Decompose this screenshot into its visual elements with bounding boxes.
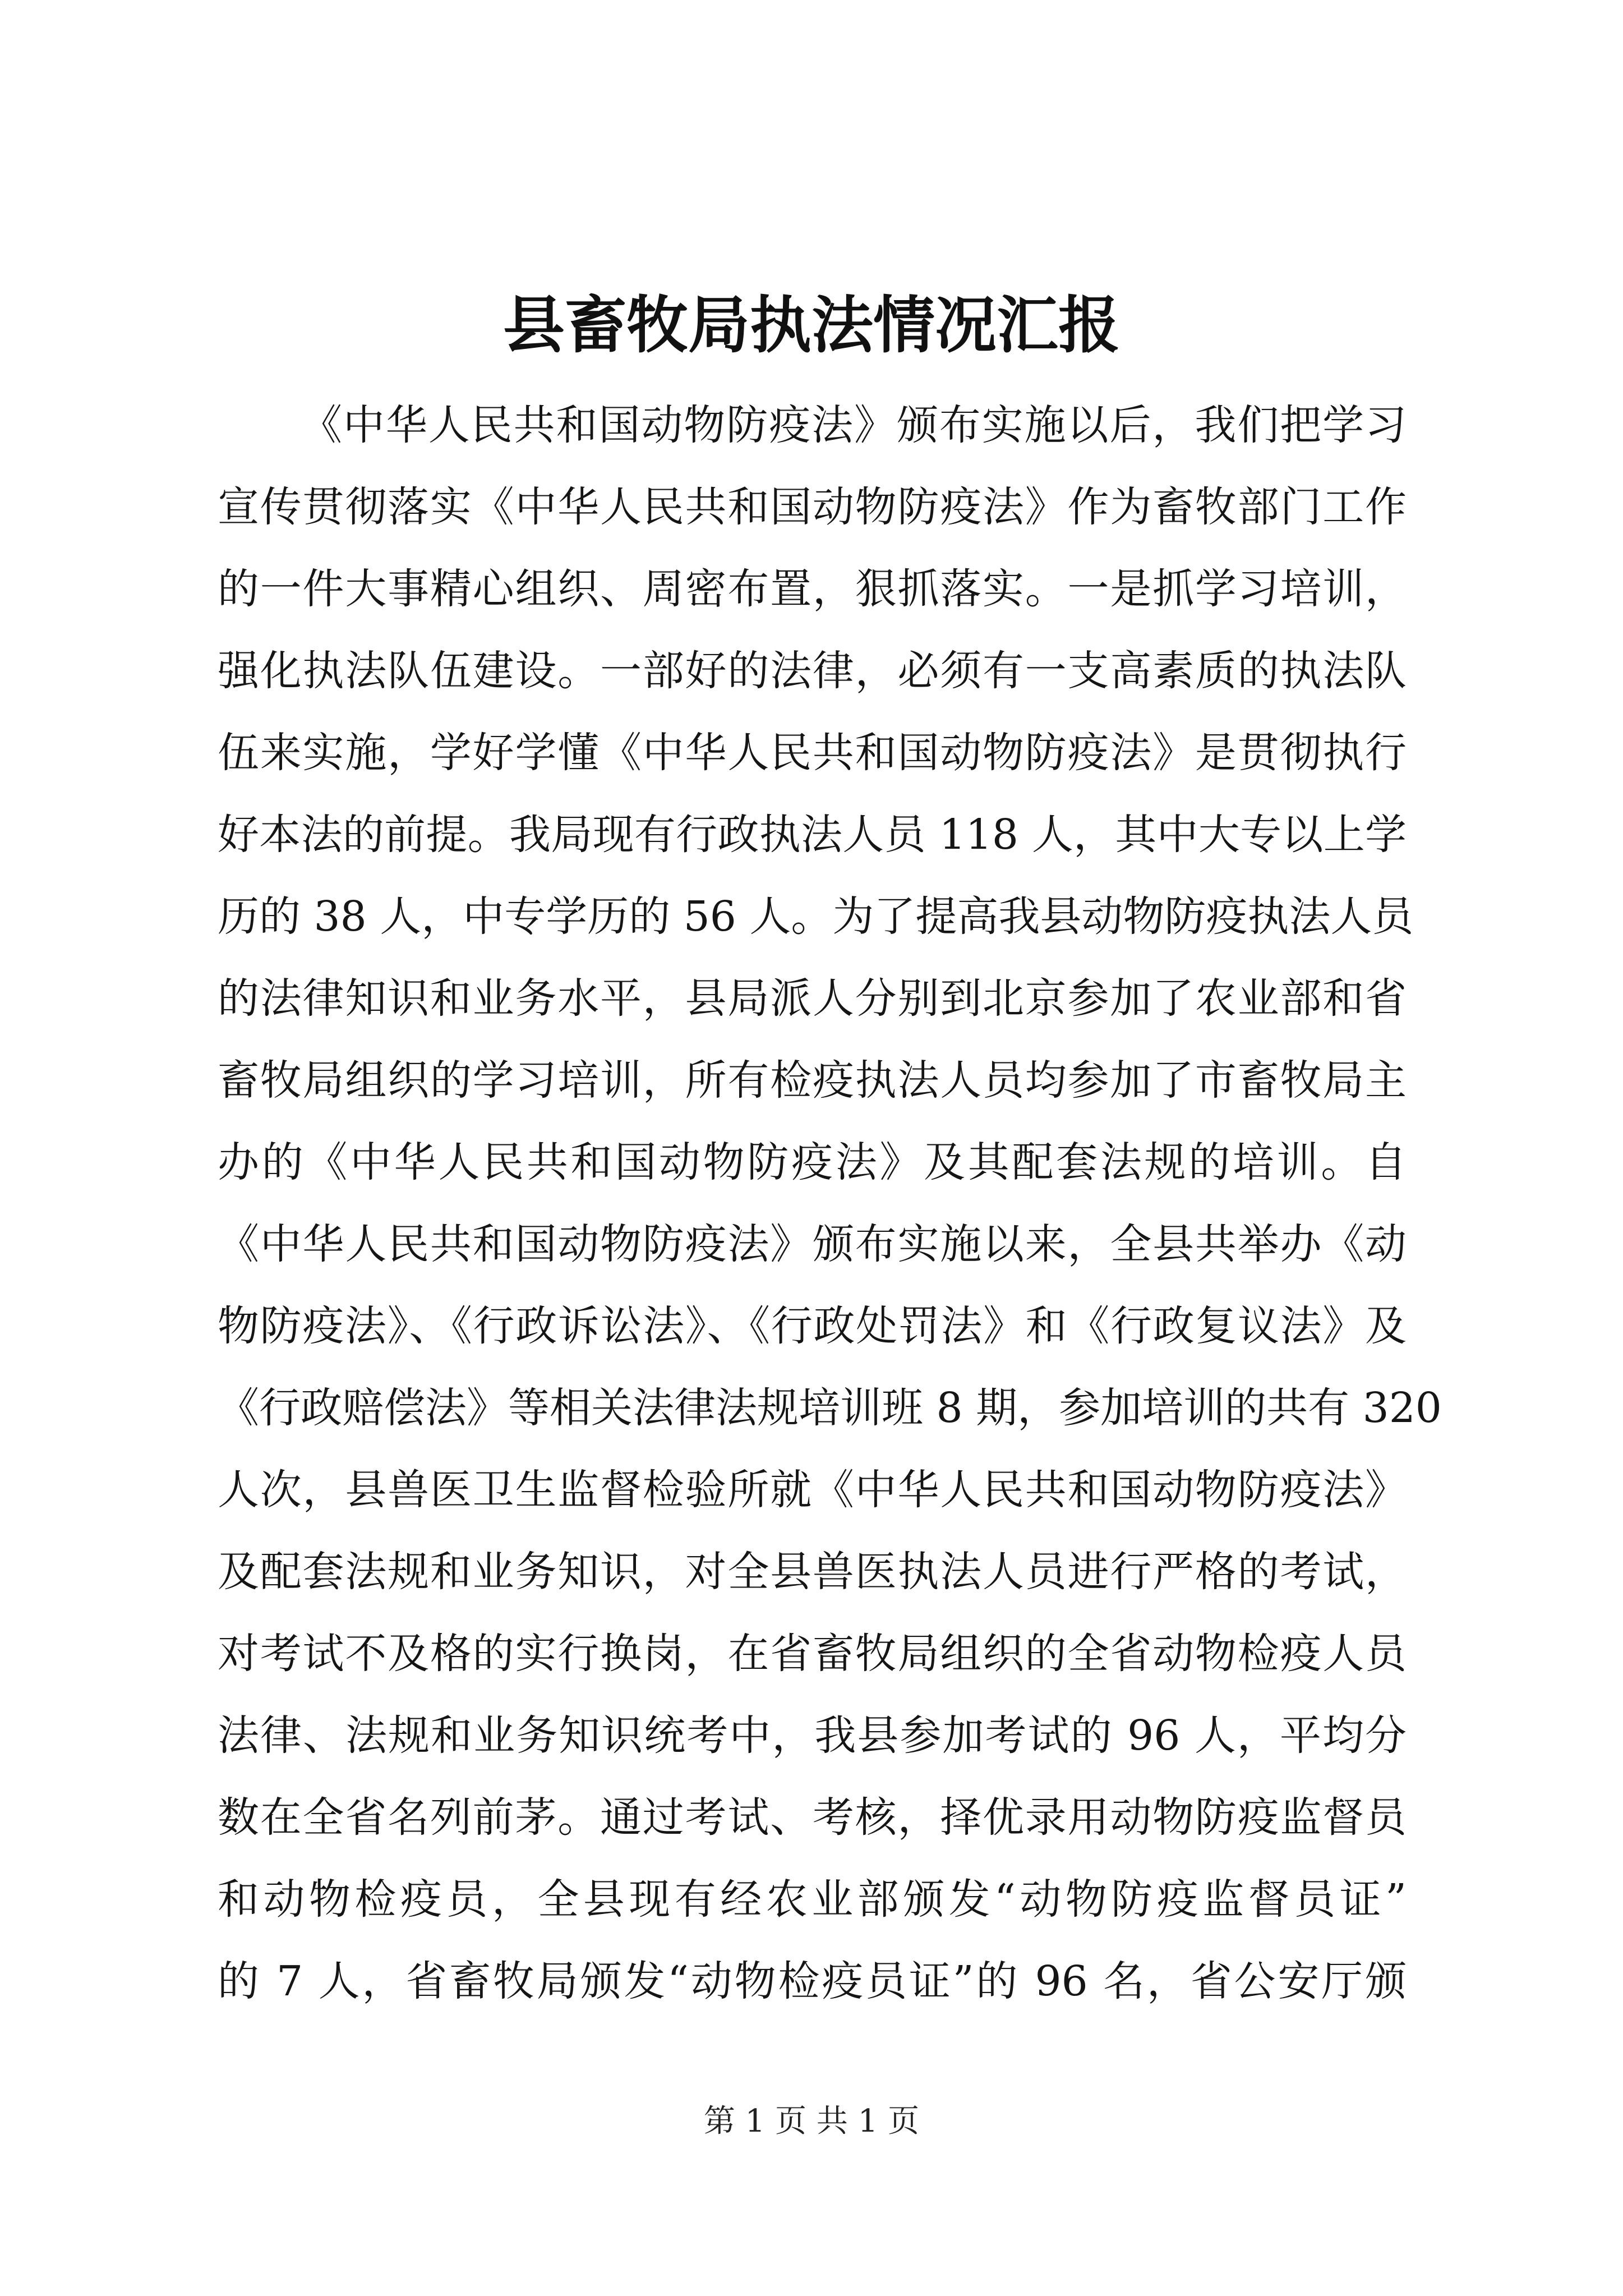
body-line: 的法律知识和业务水平，县局派人分别到北京参加了农业部和省 — [218, 974, 1407, 1023]
body-line: 强化执法队伍建设。一部好的法律，必须有一支高素质的执法队 — [218, 647, 1407, 695]
body-line: 对考试不及格的实行换岗，在省畜牧局组织的全省动物检疫人员 — [218, 1630, 1407, 1678]
body-line: 《行政赔偿法》等相关法律法规培训班 8 期，参加培训的共有 320 — [218, 1384, 1442, 1432]
document-title: 县畜牧局执法情况汇报 — [503, 289, 1120, 361]
page-footer: 第 1 页 共 1 页 — [703, 2103, 920, 2139]
body-line: 历的 38 人，中专学历的 56 人。为了提高我县动物防疫执法人员 — [218, 892, 1414, 941]
body-line: 数在全省名列前茅。通过考试、考核，择优录用动物防疫监督员 — [218, 1793, 1407, 1842]
body-line: 《中华人民共和国动物防疫法》颁布实施以来，全县共举办《动 — [218, 1220, 1407, 1268]
body-line: 及配套法规和业务知识，对全县兽医执法人员进行严格的考试， — [218, 1548, 1407, 1596]
body-line: 和动物检疫员，全县现有经农业部颁发“动物防疫监督员证” — [218, 1875, 1407, 1924]
body-line: 伍来实施，学好学懂《中华人民共和国动物防疫法》是贯彻执行 — [218, 729, 1407, 777]
body-line: 人次，县兽医卫生监督检验所就《中华人民共和国动物防疫法》 — [218, 1466, 1407, 1514]
body-line: 物防疫法》、《行政诉讼法》、《行政处罚法》和《行政复议法》及 — [218, 1302, 1407, 1350]
body-line: 办的《中华人民共和国动物防疫法》及其配套法规的培训。自 — [218, 1138, 1407, 1186]
body-line: 畜牧局组织的学习培训，所有检疫执法人员均参加了市畜牧局主 — [218, 1056, 1407, 1105]
body-line: 的一件大事精心组织、周密布置，狠抓落实。一是抓学习培训， — [218, 565, 1407, 613]
body-line: 宣传贯彻落实《中华人民共和国动物防疫法》作为畜牧部门工作 — [218, 483, 1407, 531]
body-line: 法律、法规和业务知识统考中，我县参加考试的 96 人，平均分 — [218, 1711, 1407, 1760]
body-line: 《中华人民共和国动物防疫法》颁布实施以后，我们把学习 — [301, 401, 1407, 449]
document-body — [218, 384, 1442, 2022]
body-line: 的 7 人，省畜牧局颁发“动物检疫员证”的 96 名，省公安厅颁 — [218, 1957, 1407, 2005]
body-line: 好本法的前提。我局现有行政执法人员 118 人，其中大专以上学 — [218, 811, 1407, 859]
